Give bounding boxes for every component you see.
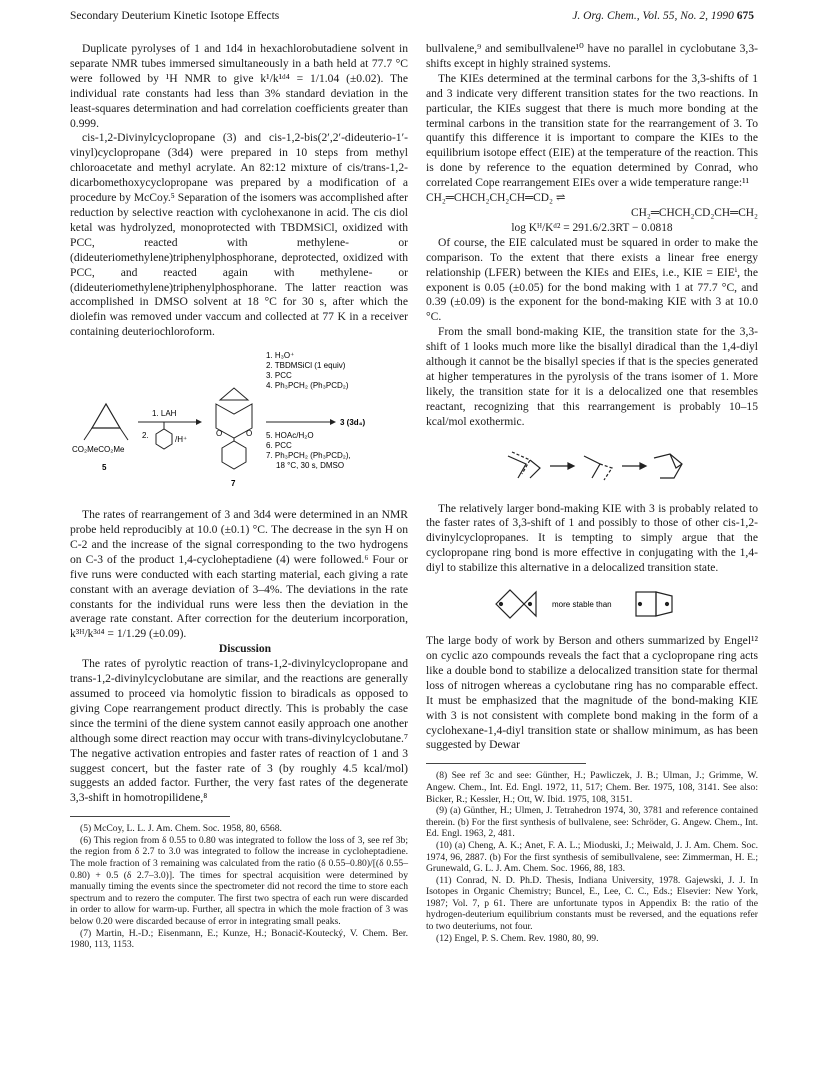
- comparison-label: more stable than: [552, 600, 612, 610]
- left-column: [70, 42, 408, 951]
- product-label: 3 (3d₄): [340, 418, 366, 428]
- paragraph: From the small bond-making KIE, the transition state for the 3,3-shift of 1 looks much more like the bisallyl diradical than the 1,4-diyl although it cannot be the bisallyl species if that is the species generated at higher temperatures in the pyrolysis of the trans isomer of 1. More likely, the transition state for it is a delocalized one that resembles reactant, recognizing that this rearrangement is probably 10–15 kcal/mol exothermic.: [426, 325, 758, 428]
- paragraph: The relatively larger bond-making KIE with 3 is probably related to the faster rates of 3,3-shift of 1 and possibly to those of other cis-1,2-divinylcyclopropanes. It is tempting to simply argue that the cyclopropane ring bond is more effective in conjugating with the 1,4-diyl to stabilize this alternative in a delocalized transition state.: [426, 501, 758, 575]
- step-5: 5. HOAc/H₂O: [266, 431, 314, 441]
- footnote: (10) (a) Cheng, A. K.; Anet, F. A. L.; Mioduski, J.; Meiwald, J. J. Am. Chem. Soc. 1974, 96, 2887. (b) For the first synthesis of semibullvalene, see: Zimmerman, H. E.; Grunewald, G. L. J. Am. Chem. Soc. 1966, 88, 183.: [426, 839, 758, 875]
- paragraph: Duplicate pyrolyses of 1 and 1d4 in hexachlorobutadiene solvent in separate NMR tubes immersed simultaneously in a bath held at 77.7 °C were followed by ¹H NMR to give k¹/k¹ᵈ⁴ = 1/1.04 (±0.02). The individual rate constants had less than 3% standard deviation in the least-squares determination and had correlation coefficients greater than 0.999.: [70, 42, 408, 130]
- paragraph: Of course, the EIE calculated must be squared in order to make the comparison. To the extent that there exists a linear free energy relationship (LFER) between the KIEs and EIEs, i.e., KIE = EIEⁱ, the exponent is 0.05 (±0.05) for the bond making with 1 at 77.7 °C, and 0.39 (±0.09) is the exponent for the bond-making KIE with 3 at 10.0 °C.: [426, 235, 758, 324]
- footnote: (5) McCoy, L. L. J. Am. Chem. Soc. 1958, 80, 6568.: [80, 823, 282, 835]
- journal-citation: [572, 10, 754, 22]
- step-7: 7. Ph₃PCH₂ (Ph₃PCD₂),: [266, 451, 351, 461]
- equation-line: CH₂═CHCH₂CD₂CH═CH₂: [631, 206, 758, 219]
- paragraph: The rates of rearrangement of 3 and 3d4 were determined in an NMR probe held reproducibly at 10.0 (±0.1) °C. The decrease in the syn H on C-2 and the increase of the signal corresponding to the two hydrogens on C-3 of the product 1,4-cycloheptadiene (4) were followed.⁶ Four or five runs were conducted with each starting material, each giving a rate constant with an average deviation of 3–4%. The deviations in the rate constants for the individual runs were less then the deviation in the average rate constant. After correction for the deuterium incorporation, k³ᴴ/k³ᵈ⁴ = 1/1.29 (±0.09).: [70, 508, 408, 641]
- footnote: (11) Conrad, N. D. Ph.D. Thesis, Indiana University, 1978. Gajewski, J. J. In Isotopes in Organic Chemistry; Buncel, E., Lee, C. C., Eds.; Elsevier: New York, 1987; Vol. 7, p 61. There are unfortunate typos in Appendix B: the ratio of the hydrogen-deuterium equilibrium constants must be reversed, and the equations refer to two deuteriums, not four.: [426, 874, 758, 933]
- footnote: (12) Engel, P. S. Chem. Rev. 1980, 80, 99.: [436, 932, 599, 944]
- equation: log Kᴴ/Kᵈ² = 291.6/2.3RT − 0.0818: [511, 221, 673, 234]
- scheme-drawing: [70, 348, 408, 498]
- step-2: 2. TBDMSiCl (1 equiv): [266, 361, 346, 371]
- running-title: Secondary Deuterium Kinetic Isotope Effects: [70, 10, 280, 22]
- paragraph: bullvalene,⁹ and semibullvalene¹⁰ have no parallel in cyclobutane 3,3-shifts except in highly strained systems.: [426, 42, 758, 70]
- footnote: (7) Martin, H.-D.; Eisenmann, E.; Kunze, H.; Bonacič-Koutecký, V. Chem. Ber. 1980, 113, 1153.: [70, 927, 408, 951]
- compound-7-label: 7: [231, 479, 236, 489]
- step-6: 6. PCC: [266, 441, 292, 451]
- synthesis-scheme: [70, 348, 408, 498]
- stability-comparison-figure: [426, 582, 758, 626]
- journal-name: J. Org. Chem.,: [572, 10, 640, 22]
- paragraph: The large body of work by Berson and others summarized by Engel¹² on cyclic azo compounds reveals the fact that a cyclopropane ring acts like a double bond to stabilize a delocalized transition state for thermal loss of nitrogen whereas a cyclobutane ring has no comparable effect. It must be emphasized that the magnitude of the bond-making KIE with 3 is not consistent with complete bond making in the form of a cyclohexane-1,4-diyl transition state or shallow minimum, as has been suggested by Dewar: [426, 634, 758, 752]
- ts-drawing: [426, 438, 758, 494]
- paragraph: cis-1,2-Divinylcyclopropane (3) and cis-1,2-bis(2′,2′-dideuterio-1′-vinyl)cyclopropane (3d4) were prepared in 10 steps from methyl chloroacetate and methyl acrylate. An 82:12 mixture of cis/trans-1,2-dicarbomethoxycyclopropane was prepared by a modification of a procedure by McCoy.⁵ Separation of the isomers was accomplished after reduction by selective reaction with cyclohexanone in acid. The cis diol ketal was hydrolyzed, monoprotected with TBDMSiCl, oxidized with PCC, reacted with methylene- or (dideuteriomethylene)triphenylphosphorane, deprotected, oxidized with PCC, and reacted again with methylene- or (dideuteriomethylene)triphenylphosphorane. The latter reaction was accomplished in DMSO solvent at 18 °C for 30 s, after which the diolefin was removed under vaccum and collected at 77 K in a receiver containing deuteriochloroform.: [70, 131, 408, 339]
- page-number: 675: [736, 10, 754, 22]
- ester-label: CO₂MeCO₂Me: [72, 445, 125, 455]
- right-column: [426, 42, 758, 944]
- comparison-drawing: [426, 582, 758, 626]
- reagent-lah: 1. LAH: [152, 409, 177, 419]
- transition-state-figure: [426, 438, 758, 494]
- svg-text:O: O: [246, 429, 253, 439]
- reagent-2: 2.: [142, 431, 149, 441]
- footnote: (8) See ref 3c and see: Günther, H.; Pawliczek, J. B.; Ulman, J.; Grimme, W. Angew. Chem., Int. Ed. Engl. 1972, 11, 517; Chem. Ber. 1975, 108, 3141. See also: Bicker, R.; Kessler, H.; Ott, W. Ibid. 1975, 108, 3151.: [426, 770, 758, 805]
- paragraph: The rates of pyrolytic reaction of trans-1,2-divinylcyclopropane and trans-1,2-divinylcyclobutane are similar, and the reactions are generally assumed to proceed via homolytic fission to biradicals as opposed to giving Cope rearrangement product directly. This is probably the case since the termini of the diene system cannot easily approach one another although some direct reaction may occur with trans-divinylcyclobutane.⁷ The negative activation entropies and faster rates of reaction of 1 and 3 suggest concert, but the faster rate of 3 (by roughly 4.5 kcal/mol) suggests an added factor. Further, the very fast rates of the degenerate 3,3-shift in homotropilidene,⁸: [70, 657, 408, 805]
- step-4: 4. Ph₃PCH₂ (Ph₃PCD₂): [266, 381, 349, 391]
- step-3: 3. PCC: [266, 371, 292, 381]
- acid-label: /H⁺: [175, 435, 188, 445]
- section-heading: Discussion: [218, 642, 272, 656]
- footnote-rule: [426, 763, 586, 764]
- paragraph: The KIEs determined at the terminal carbons for the 3,3-shifts of 1 and 3 indicate very different transition states for the two reactions. In particular, the KIEs suggest that there is much more bonding at the terminal carbons in the transition state for the rearrangement of 3. To quantify this difference it is important to compare the KIEs to the equilibrium isotope effect (EIE) at the temperature of the reaction. This is done by reference to the equation determined by Conrad, who correlated Cope rearrangement EIEs over a wide temperature range:¹¹: [426, 71, 758, 190]
- svg-text:O: O: [216, 429, 223, 439]
- footnote-rule: [70, 816, 230, 817]
- step-1: 1. H₃O⁺: [266, 351, 295, 361]
- step-7-conditions: 18 °C, 30 s, DMSO: [276, 461, 345, 471]
- equation-line: CH₂═CHCH₂CH₂CH═CD₂ ⇌: [426, 192, 566, 205]
- footnote: (6) This region from δ 0.55 to 0.80 was integrated to follow the loss of 3, see ref 3b; the region from δ 2.7 to 3.0 was integrated to follow the increase in cycloheptadiene. The mole fraction of 3 remaining was calculated from the ratio (δ 0.55–0.80)/[(δ 0.55–0.80) + 0.5 (δ 2.7–3.0)]. The times for spectral acquisition were determined by manually timing the events since the spectrometer did not record the time to store each spectrum and to rezero the computer. The first two spectra of each run were discarded in order to allow for warm-up. Further, all spectra in which the mole fraction of 3 was below 0.20 were discarded because of error in integrating small peaks.: [70, 834, 408, 927]
- compound-5-label: 5: [102, 463, 107, 473]
- footnote: (9) (a) Günther, H.; Ulmen, J. Tetrahedron 1974, 30, 3781 and reference contained therein. (b) For the first synthesis of bullvalene, see: Schröder, G. Angew. Chem., Int. Ed. Engl. 1963, 2, 481.: [426, 805, 758, 840]
- journal-volume: Vol. 55, No. 2, 1990: [642, 10, 734, 22]
